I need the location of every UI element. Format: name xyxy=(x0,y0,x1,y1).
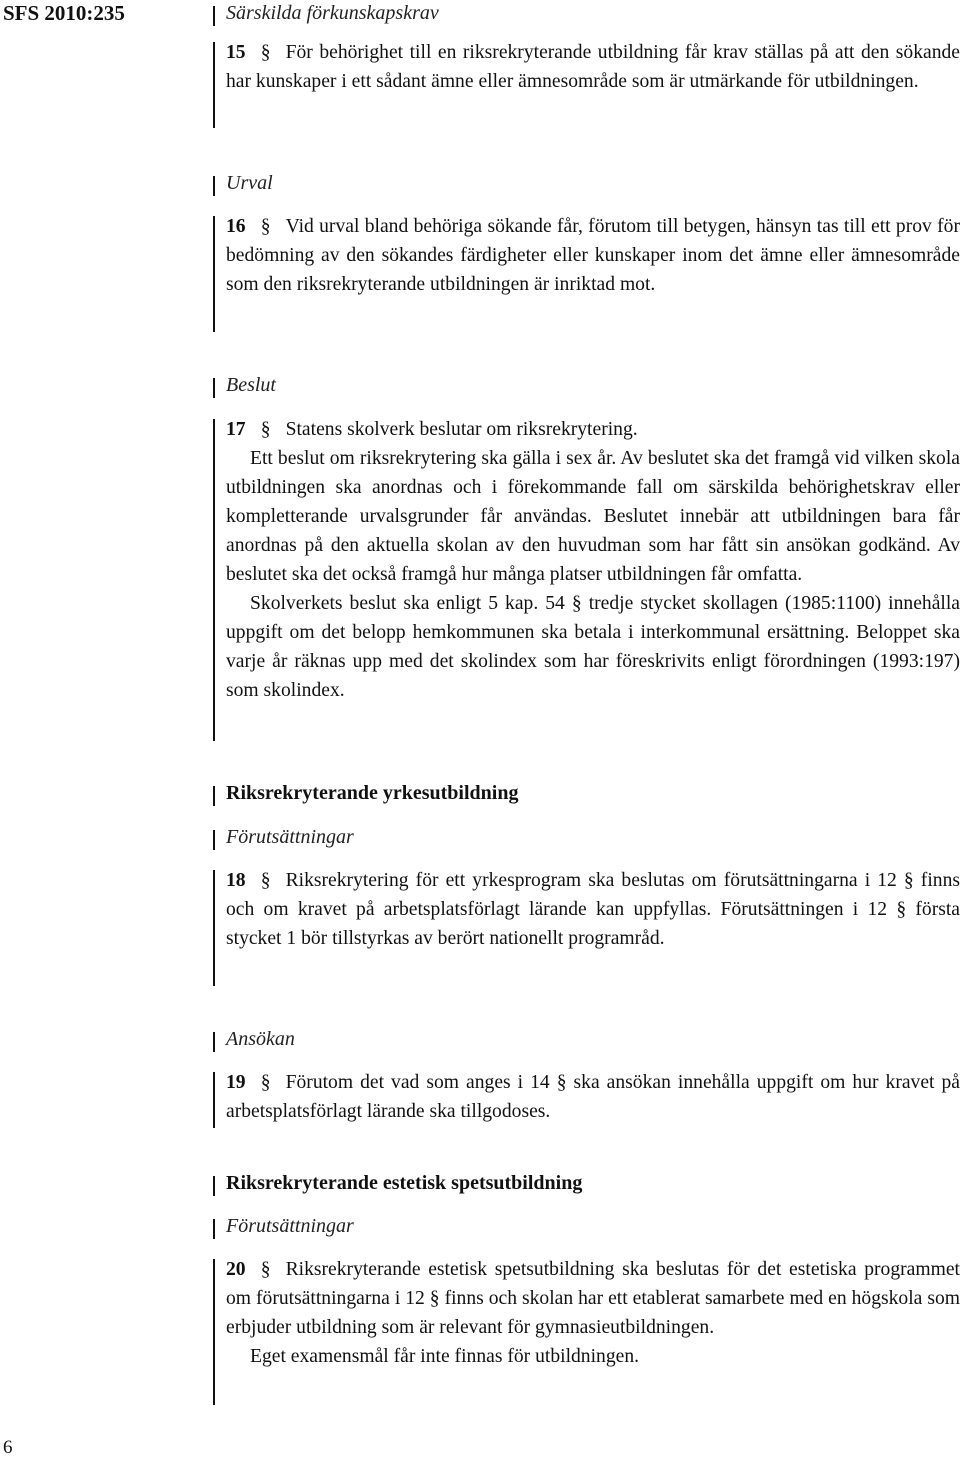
change-bar xyxy=(213,1032,215,1052)
change-bar xyxy=(213,1072,215,1128)
heading: Riksrekryterande estetisk spetsutbildning xyxy=(226,1172,583,1194)
paragraph-number: 19 xyxy=(226,1072,246,1093)
change-bar xyxy=(213,1219,215,1239)
change-bar xyxy=(213,1176,215,1196)
change-bar xyxy=(213,419,215,741)
section-sign: § xyxy=(260,419,271,440)
section-beslut xyxy=(226,372,960,398)
section-sign: § xyxy=(260,1259,271,1280)
paragraph-text: Riksrekryterande estetisk spetsutbildning ska beslutas för det estetiska programmet om förutsättningarna i 12 § finns och skolan har ett etablerat samarbete med en högskola som erbjuder utbildning som är relevant för gymnasieutbildningen. xyxy=(226,1259,960,1338)
change-bar xyxy=(213,378,215,398)
subheading: Förutsättningar xyxy=(226,1215,354,1237)
change-bar xyxy=(213,176,215,196)
subheading: Beslut xyxy=(226,374,276,396)
paragraph-16 xyxy=(226,212,960,299)
change-bar xyxy=(213,786,215,806)
change-bar xyxy=(213,216,215,332)
subheading: Ansökan xyxy=(226,1028,295,1050)
paragraph-text: Ett beslut om riksrekrytering ska gälla i sex år. Av beslutet ska det framgå vid vilken skola utbildningen ska anordnas och i förekommande fall om särskilda behörighetskrav eller kompletterande urvalsgrunder får användas. Beslutet innebär att utbildningen bara får anordnas på den aktuella skolan av den huvudman som har fått sin ansökan godkänd. Av beslutet ska det också framgå hur många platser utbildningen får omfatta. xyxy=(226,448,960,585)
heading-yrkesutbildning xyxy=(226,780,960,806)
change-bar xyxy=(213,870,215,986)
paragraph-text: Statens skolverk beslutar om riksrekrytering. xyxy=(285,419,638,440)
heading: Riksrekryterande yrkesutbildning xyxy=(226,782,519,804)
paragraph-18 xyxy=(226,866,960,953)
paragraph-20 xyxy=(226,1255,960,1371)
paragraph-number: 20 xyxy=(226,1259,246,1280)
paragraph-text: Skolverkets beslut ska enligt 5 kap. 54 § tredje stycket skollagen (1985:1100) innehålla uppgift om det belopp hemkommunen ska betala i interkommunal ersättning. Beloppet ska varje år räknas upp med det skolindex som har föreskrivits enligt förordningen (1993:197) som skolindex. xyxy=(226,593,960,701)
paragraph-number: 16 xyxy=(226,216,246,237)
paragraph-number: 18 xyxy=(226,870,246,891)
heading-estetisk-spetsutbildning xyxy=(226,1170,960,1196)
section-ansokan xyxy=(226,1026,960,1052)
paragraph-text: För behörighet till en riksrekryterande utbildning får krav ställas på att den sökande har kunskaper i ett sådant ämne eller ämnesområde som är utmärkande för utbildningen. xyxy=(226,42,960,92)
paragraph-15 xyxy=(226,38,960,96)
section-forutsattningar-estetisk xyxy=(226,1213,960,1239)
section-sign: § xyxy=(260,42,271,63)
section-sign: § xyxy=(260,1072,271,1093)
paragraph-text: Förutom det vad som anges i 14 § ska ansökan innehålla uppgift om hur kravet på arbetsplatsförlagt lärande ska tillgodoses. xyxy=(226,1072,960,1122)
section-sign: § xyxy=(260,870,271,891)
section-sign: § xyxy=(260,216,271,237)
paragraph-text: Eget examensmål får inte finnas för utbildningen. xyxy=(250,1346,640,1367)
paragraph-text: Vid urval bland behöriga sökande får, förutom till betygen, hänsyn tas till ett prov för bedömning av den sökandes färdigheter eller kunskaper inom det ämne eller ämnesområde som den riksrekryterande utbildningen är inriktad mot. xyxy=(226,216,960,295)
change-bar xyxy=(213,830,215,850)
subheading: Urval xyxy=(226,172,273,194)
paragraph-number: 17 xyxy=(226,419,246,440)
sfs-number: SFS 2010:235 xyxy=(3,1,125,25)
paragraph-19 xyxy=(226,1068,960,1126)
paragraph-number: 15 xyxy=(226,42,246,63)
section-forutsattningar-yrke xyxy=(226,824,960,850)
change-bar xyxy=(213,6,215,26)
paragraph-text: Riksrekrytering för ett yrkesprogram ska beslutas om förutsättningarna i 12 § finns och om kravet på arbetsplatsförlagt lärande kan uppfyllas. Förutsättningen i 12 § första stycket 1 bör tillstyrkas av berört nationellt programråd. xyxy=(226,870,960,949)
paragraph-17 xyxy=(226,415,960,705)
change-bar xyxy=(213,42,215,128)
subheading: Särskilda förkunskapskrav xyxy=(226,2,439,24)
page-number: 6 xyxy=(3,1437,13,1458)
section-urval xyxy=(226,170,960,196)
section-sarskilda-forkunskapskrav xyxy=(226,0,960,26)
change-bar xyxy=(213,1259,215,1405)
subheading: Förutsättningar xyxy=(226,826,354,848)
